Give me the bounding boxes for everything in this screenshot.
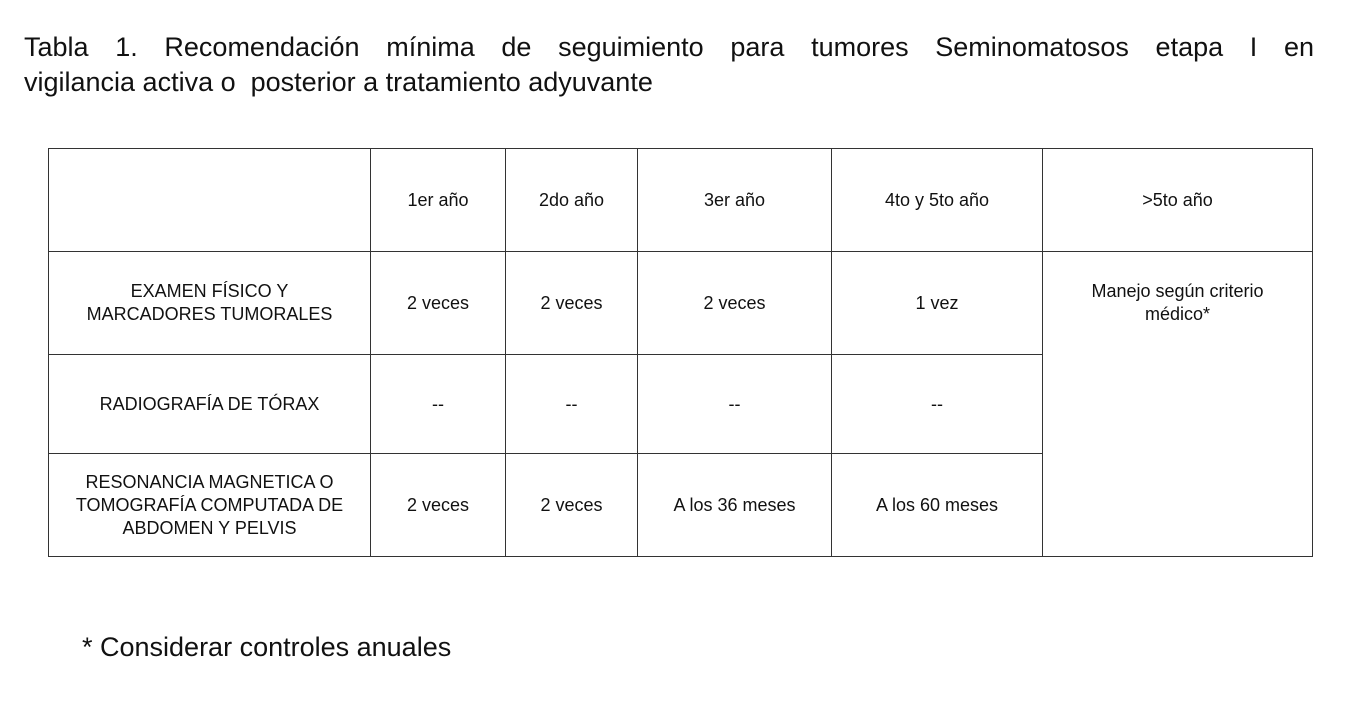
table-cell: 1 vez xyxy=(832,252,1043,355)
table-cell: 2 veces xyxy=(638,252,832,355)
header-year-3: 3er año xyxy=(638,149,832,252)
table-cell: 2 veces xyxy=(506,454,638,557)
caption-line-2: vigilancia activa o posterior a tratamiento adyuvante xyxy=(24,67,653,97)
row-label: RADIOGRAFÍA DE TÓRAX xyxy=(49,355,371,454)
table-cell: 2 veces xyxy=(371,252,506,355)
caption-line-1: Tabla 1. Recomendación mínima de seguimiento para tumores Seminomatosos etapa I en xyxy=(24,32,1314,62)
table-cell: 2 veces xyxy=(506,252,638,355)
table-cell: -- xyxy=(371,355,506,454)
header-row xyxy=(49,149,1313,252)
header-year-4-5: 4to y 5to año xyxy=(832,149,1043,252)
row-label: RESONANCIA MAGNETICA O TOMOGRAFÍA COMPUTADA DE ABDOMEN Y PELVIS xyxy=(49,454,371,557)
follow-up-table xyxy=(48,148,1313,557)
header-year-over-5: >5to año xyxy=(1043,149,1313,252)
criteria-text: Manejo según criterio médico* xyxy=(1091,281,1264,324)
table-cell: -- xyxy=(832,355,1043,454)
table-cell: A los 60 meses xyxy=(832,454,1043,557)
header-empty-cell xyxy=(49,149,371,252)
merged-criteria-cell xyxy=(1043,252,1313,557)
header-year-1: 1er año xyxy=(371,149,506,252)
table-caption xyxy=(24,30,1314,100)
footnote: * Considerar controles anuales xyxy=(82,632,452,662)
table-cell: -- xyxy=(638,355,832,454)
table-cell: -- xyxy=(506,355,638,454)
row-label: EXAMEN FÍSICO Y MARCADORES TUMORALES xyxy=(49,252,371,355)
header-year-2: 2do año xyxy=(506,149,638,252)
table-row xyxy=(49,252,1313,355)
table-cell: 2 veces xyxy=(371,454,506,557)
table-cell: A los 36 meses xyxy=(638,454,832,557)
